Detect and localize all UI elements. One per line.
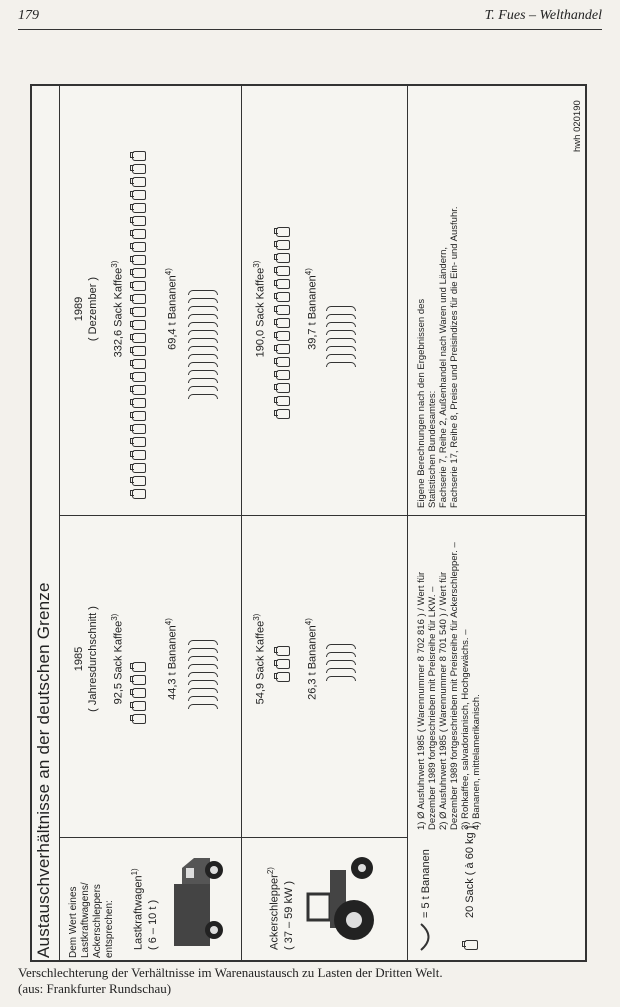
- coffee-sack-icon: [276, 292, 290, 302]
- banana-icon: [188, 640, 218, 645]
- coffee-sup: 3): [110, 260, 119, 268]
- column-year: 1989: [73, 296, 85, 322]
- intro-line: Dem Wert eines: [68, 886, 79, 958]
- vehicle-sup: 1): [130, 868, 139, 876]
- coffee-sack-icon: [276, 253, 290, 263]
- sack-row: [132, 662, 146, 724]
- banana-icon: [326, 346, 356, 351]
- coffee-sack-icon: [132, 151, 146, 161]
- coffee-sup: 3): [252, 260, 261, 268]
- banana-icon: [188, 688, 218, 693]
- banana-icon: [188, 394, 218, 399]
- bananas-1989-tractor: [304, 224, 319, 394]
- source-line: Fachserie 7, Reihe 2, Außenhandel nach Waren und Ländern,: [438, 246, 449, 508]
- coffee-sack-icon: [132, 385, 146, 395]
- banana-icon: [188, 386, 218, 391]
- sack-row: [132, 151, 146, 499]
- coffee-sack-icon: [276, 646, 290, 656]
- figure-title: Austauschverhältnisse an der deutschen Grenze: [34, 582, 53, 958]
- header-rule: [18, 29, 602, 30]
- banana-icon: [188, 290, 218, 295]
- coffee-amount: 54,9 Sack Kaffee: [254, 620, 267, 705]
- coffee-sack-icon: [132, 294, 146, 304]
- coffee-sack-icon: [276, 240, 290, 250]
- footnote-line: 4) Bananen, mittelamerikanisch.: [471, 694, 482, 830]
- title-rule: [59, 86, 60, 962]
- coffee-sack-icon: [132, 242, 146, 252]
- source-line: Statistischen Bundesamtes:: [427, 390, 438, 508]
- source-note: [416, 92, 460, 508]
- banana-sup: 4): [164, 618, 173, 626]
- footnote-line: 2) Ø Ausfuhrwert 1985 ( Warennummer 8 701 540 ) / Wert für: [438, 571, 449, 830]
- banana-amount: 26,3 t Bananen: [306, 625, 319, 700]
- coffee-sack-icon: [132, 268, 146, 278]
- banana-icon: [188, 672, 218, 677]
- bananas-1989-truck: [164, 224, 179, 394]
- coffee-sack-icon: [132, 216, 146, 226]
- coffee-1989-truck: [110, 224, 125, 394]
- coffee-sack-icon: [132, 476, 146, 486]
- col-rule-1: [59, 837, 407, 838]
- banana-icon: [188, 378, 218, 383]
- coffee-1989-tractor: [252, 224, 267, 394]
- running-title: T. Fues – Welthandel: [484, 8, 602, 23]
- banana-amount: 44,3 t Bananen: [166, 625, 179, 700]
- banana-icon: [188, 704, 218, 709]
- coffee-sack-icon: [132, 714, 146, 724]
- banana-row: [188, 640, 218, 709]
- sack-row: [276, 227, 290, 419]
- coffee-sack-icon: [132, 359, 146, 369]
- banana-sup: 4): [304, 268, 313, 276]
- banana-legend-icon: [418, 922, 434, 952]
- coffee-sack-icon: [132, 701, 146, 711]
- vehicle-spec: ( 6 – 10 t ): [146, 899, 159, 950]
- coffee-sack-icon: [132, 255, 146, 265]
- page-number: 179: [18, 8, 39, 23]
- coffee-sack-icon: [132, 203, 146, 213]
- column-head-1985: [72, 604, 100, 714]
- banana-icon: [188, 664, 218, 669]
- coffee-sack-icon: [132, 688, 146, 698]
- banana-icon: [188, 306, 218, 311]
- coffee-1985-truck: [110, 574, 125, 744]
- coffee-sack-icon: [276, 672, 290, 682]
- coffee-sack-icon: [276, 659, 290, 669]
- banana-icon: [326, 676, 356, 681]
- banana-icon: [188, 648, 218, 653]
- banana-icon: [188, 354, 218, 359]
- coffee-sack-icon: [132, 450, 146, 460]
- banana-icon: [326, 660, 356, 665]
- coffee-sack-icon: [276, 396, 290, 406]
- coffee-sack-icon: [132, 346, 146, 356]
- coffee-sack-icon: [276, 409, 290, 419]
- banana-icon: [326, 306, 356, 311]
- coffee-sack-icon: [132, 398, 146, 408]
- legend-sack: 20 Sack ( à 60 kg ): [464, 825, 476, 918]
- banana-sup: 4): [304, 618, 313, 626]
- footnote-line: Dezember 1989 fortgeschrieben mit Preisreihe für Ackerschlepper. –: [449, 542, 460, 830]
- coffee-sack-icon: [132, 333, 146, 343]
- row-rule-2: [407, 86, 408, 962]
- coffee-sack-icon: [276, 331, 290, 341]
- coffee-sack-icon: [276, 318, 290, 328]
- coffee-sack-icon: [276, 227, 290, 237]
- coffee-sack-icon: [132, 164, 146, 174]
- banana-icon: [188, 656, 218, 661]
- row-rule-1: [241, 86, 242, 962]
- coffee-sack-icon: [132, 424, 146, 434]
- banana-icon: [326, 330, 356, 335]
- vehicle-truck-label: [128, 868, 160, 950]
- coffee-sack-icon: [132, 675, 146, 685]
- source-line: Fachserie 17, Reihe 8, Preise und Preisindizes für die Ein- und Ausfuhr.: [449, 206, 460, 508]
- banana-icon: [188, 330, 218, 335]
- vehicle-name: Lastkraftwagen: [132, 875, 145, 950]
- coffee-sack-icon: [132, 190, 146, 200]
- coffee-sack-icon: [132, 437, 146, 447]
- figure-rotated-content: [32, 86, 587, 962]
- banana-icon: [188, 680, 218, 685]
- vehicle-tractor-label: [264, 867, 296, 950]
- figure-caption: [18, 965, 443, 997]
- banana-icon: [188, 298, 218, 303]
- banana-icon: [326, 668, 356, 673]
- banana-row: [188, 290, 218, 399]
- column-head-1989: [72, 254, 100, 364]
- coffee-sup: 3): [252, 613, 261, 621]
- vehicle-spec: ( 37 – 59 kW ): [282, 880, 295, 950]
- banana-icon: [188, 696, 218, 701]
- banana-icon: [326, 314, 356, 319]
- banana-row: [326, 644, 356, 681]
- bananas-1985-truck: [164, 574, 179, 744]
- banana-icon: [326, 322, 356, 327]
- coffee-1985-tractor: [252, 574, 267, 744]
- legend-banana: = 5 t Bananen: [420, 849, 432, 918]
- banana-icon: [188, 322, 218, 327]
- footnote-line: 1) Ø Ausfuhrwert 1985 ( Warennummer 8 702 816 ) / Wert für: [416, 571, 427, 830]
- column-note: ( Jahresdurchschnitt ): [87, 606, 99, 712]
- truck-icon: [160, 850, 230, 950]
- coffee-amount: 332,6 Sack Kaffee: [112, 267, 125, 358]
- footnote-line: 3) Rohkaffee, salvadorianisch, Hochgewächs. –: [460, 629, 471, 830]
- coffee-sack-icon: [132, 320, 146, 330]
- intro-line: Lastkraftwagens/: [80, 882, 91, 958]
- sack-row: [276, 646, 290, 682]
- banana-amount: 69,4 t Bananen: [166, 275, 179, 350]
- banana-sup: 4): [164, 268, 173, 276]
- footnote-line: Dezember 1989 fortgeschrieben mit Preisreihe für LKW. –: [427, 586, 438, 830]
- coffee-sack-icon: [276, 357, 290, 367]
- coffee-sack-icon: [132, 372, 146, 382]
- banana-icon: [188, 362, 218, 367]
- coffee-amount: 92,5 Sack Kaffee: [112, 620, 125, 705]
- coffee-sack-icon: [276, 279, 290, 289]
- source-line: Eigene Berechnungen nach den Ergebnissen des: [416, 298, 427, 508]
- coffee-sack-icon: [132, 229, 146, 239]
- banana-icon: [326, 644, 356, 649]
- page-header: [18, 8, 602, 30]
- coffee-sack-icon: [132, 411, 146, 421]
- tractor-icon: [300, 850, 378, 950]
- vehicle-name: Ackerschlepper: [268, 874, 281, 950]
- coffee-sack-icon: [276, 344, 290, 354]
- coffee-sack-icon: [276, 383, 290, 393]
- banana-icon: [326, 362, 356, 367]
- coffee-sack-icon: [132, 177, 146, 187]
- banana-icon: [188, 370, 218, 375]
- footnotes: [416, 520, 482, 830]
- figure-code: hwh 020190: [572, 100, 583, 152]
- banana-icon: [326, 338, 356, 343]
- caption-line: Verschlechterung der Verhältnisse im Warenaustausch zu Lasten der Dritten Welt.: [18, 965, 443, 980]
- bananas-1985-tractor: [304, 574, 319, 744]
- coffee-amount: 190,0 Sack Kaffee: [254, 267, 267, 358]
- column-note: ( Dezember ): [87, 276, 99, 342]
- coffee-sack-icon: [276, 305, 290, 315]
- coffee-sup: 3): [110, 613, 119, 621]
- banana-amount: 39,7 t Bananen: [306, 275, 319, 350]
- coffee-sack-icon: [132, 281, 146, 291]
- intro-text: [68, 842, 116, 958]
- banana-icon: [326, 652, 356, 657]
- banana-icon: [188, 314, 218, 319]
- banana-icon: [188, 346, 218, 351]
- coffee-sack-icon: [276, 370, 290, 380]
- banana-icon: [326, 354, 356, 359]
- coffee-sack-icon: [132, 307, 146, 317]
- exchange-figure: [30, 84, 587, 962]
- vehicle-sup: 2): [266, 867, 275, 875]
- coffee-sack-icon: [276, 266, 290, 276]
- banana-icon: [188, 338, 218, 343]
- intro-line: Ackerschleppers entsprechen:: [92, 884, 115, 958]
- column-year: 1985: [73, 646, 85, 672]
- sack-legend-icon: [464, 940, 478, 950]
- caption-source: (aus: Frankfurter Rundschau): [18, 981, 172, 996]
- banana-row: [326, 306, 356, 367]
- coffee-sack-icon: [132, 463, 146, 473]
- col-rule-2: [59, 515, 587, 516]
- coffee-sack-icon: [132, 489, 146, 499]
- coffee-sack-icon: [132, 662, 146, 672]
